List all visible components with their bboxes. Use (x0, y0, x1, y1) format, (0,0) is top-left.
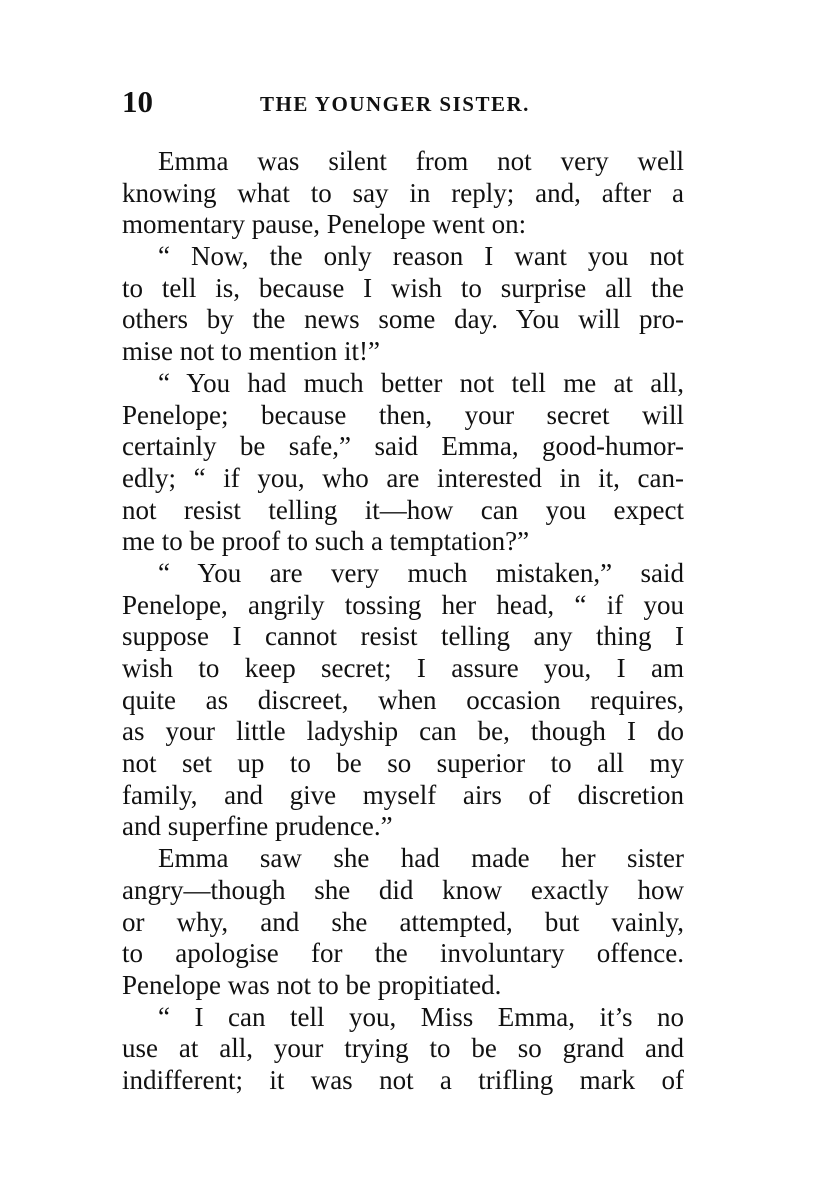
text-line: certainly be safe,” said Emma, good-humor- (122, 431, 684, 462)
text-line: suppose I cannot resist telling any thing I (122, 621, 684, 652)
text-line: Emma was silent from not very well (158, 146, 684, 176)
text-line: mise not to mention it!” (122, 336, 380, 367)
text-line: momentary pause, Penelope went on: (122, 209, 527, 240)
text-line: “ Now, the only reason I want you not (158, 241, 684, 272)
text-line: “ You are very much mistaken,” said (158, 557, 684, 588)
text-line: wish to keep secret; I assure you, I am (122, 653, 684, 683)
text-line: Penelope was not to be propitiated. (122, 969, 502, 1000)
text-line: not set up to be so superior to all my (122, 748, 684, 779)
page-header (122, 84, 682, 124)
text-line: indifferent; it was not a trifling mark of (122, 1064, 684, 1095)
body-text (122, 146, 684, 1097)
text-line: “ I can tell you, Miss Emma, it’s no (158, 1001, 684, 1032)
text-line: to tell is, because I wish to surprise all the (122, 272, 684, 303)
text-line: Penelope; because then, your secret will (122, 399, 684, 430)
text-line: use at all, your trying to be so grand and (122, 1033, 684, 1064)
text-line: Emma saw she had made her sister (158, 843, 684, 874)
text-line: edly; “ if you, who are interested in it, can- (122, 462, 684, 493)
text-line: quite as discreet, when occasion requires, (122, 684, 684, 715)
text-line: Penelope, angrily tossing her head, “ if you (122, 589, 684, 620)
page-number: 10 (122, 84, 153, 119)
text-line: and superfine prudence.” (122, 811, 393, 842)
text-line: knowing what to say in reply; and, after a (122, 177, 684, 208)
text-line: as your little ladyship can be, though I do (122, 716, 684, 747)
text-line: “ You had much better not tell me at all, (158, 367, 684, 398)
running-title: THE YOUNGER SISTER. (260, 92, 530, 116)
text-line: or why, and she attempted, but vainly, (122, 906, 684, 937)
text-line: family, and give myself airs of discretion (122, 779, 684, 810)
text-line: angry—though she did know exactly how (122, 874, 684, 905)
text-line: to apologise for the involuntary offence. (122, 938, 684, 969)
text-line: me to be proof to such a temptation?” (122, 526, 530, 557)
text-line: not resist telling it—how can you expect (122, 494, 684, 525)
text-line: others by the news some day. You will pro- (122, 304, 684, 335)
